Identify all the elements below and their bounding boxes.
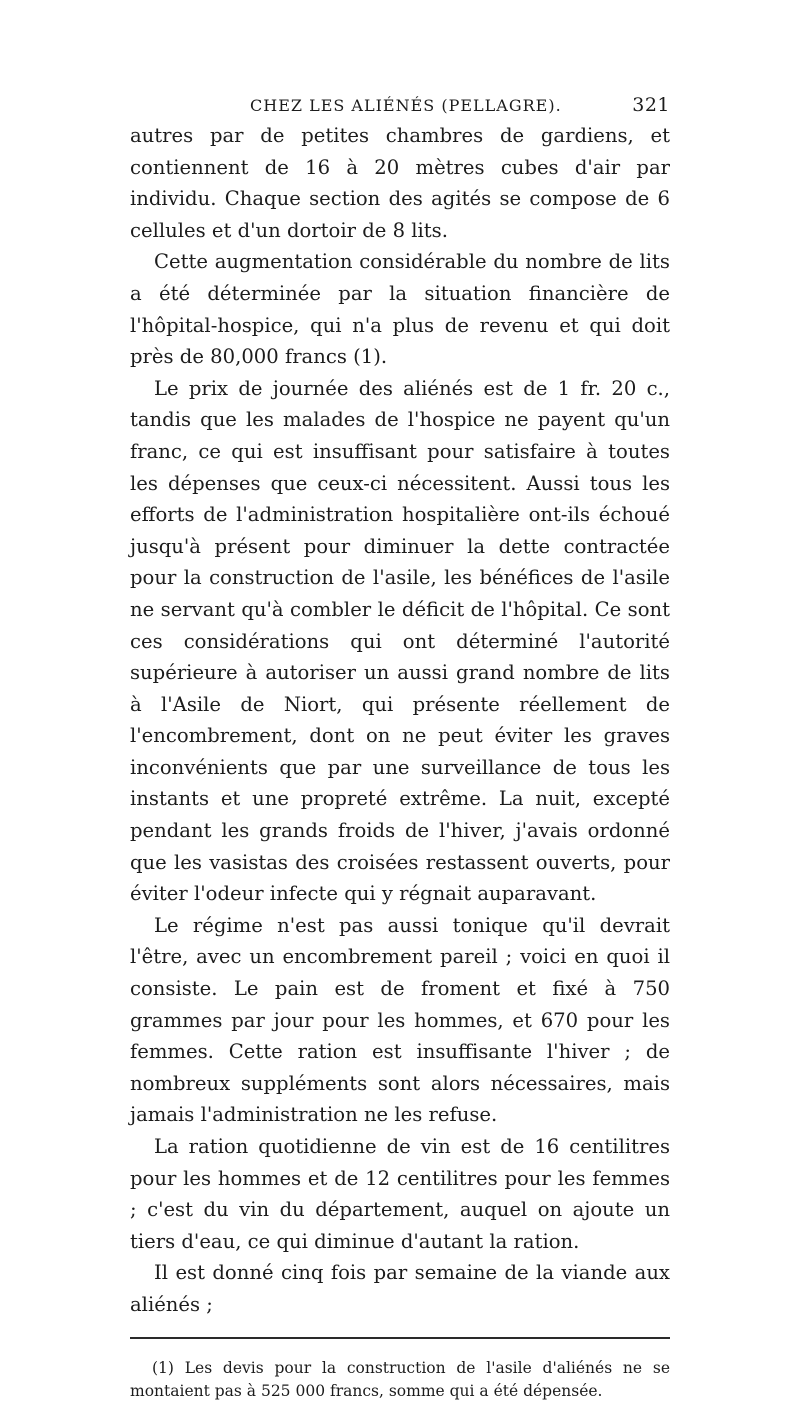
paragraph: La ration quotidienne de vin est de 16 centilitres pour les hommes et de 12 centilitres pour les femmes ; c'est du vin du département, auquel on ajoute un tiers d'eau, ce qui diminue d'autant la ration.: [130, 1135, 670, 1253]
paragraph: Il est donné cinq fois par semaine de la viande aux aliénés ;: [130, 1261, 670, 1316]
footnote: (1) Les devis pour la construction de l'asile d'aliénés ne se montaient pas à 525 000 francs, somme qui a été dépensée.: [130, 1358, 670, 1400]
paragraph: Cette augmentation considérable du nombre de lits a été déterminée par la situation financière de l'hôpital-hospice, qui n'a plus de revenu et qui doit près de 80,000 francs (1).: [130, 250, 670, 369]
running-title: CHEZ LES ALIÉNÉS (PELLAGRE).: [250, 96, 562, 115]
paragraph: Le prix de journée des aliénés est de 1 fr. 20 c., tandis que les malades de l'hospice ne payent qu'un franc, ce qui est insuffisant pour satisfaire à toutes les dépenses que ceux-ci nécessitent. Aussi tous les efforts de l'administration hospitalière ont-ils échoué jusqu'à présent pour diminuer la dette contractée pour la construction de l'asile, les bénéfices de l'asile ne servant qu'à combler le déficit de l'hôpital. Ce sont ces considérations qui ont déterminé l'autorité supérieure à autoriser un aussi grand nombre de lits à l'Asile de Niort, qui présente réellement de l'encombrement, dont on ne peut éviter les graves inconvénients que par une surveillance de tous les instants et une propreté extrême. La nuit, excepté pendant les grands froids de l'hiver, j'avais ordonné que les vasistas des croisées restassent ouverts, pour éviter l'odeur infecte qui y régnait auparavant.: [130, 376, 670, 906]
running-header: [130, 90, 670, 120]
book-page: [130, 90, 670, 1418]
footnote-separator: [130, 1337, 670, 1339]
page-number: 321: [632, 94, 670, 116]
body-text: [130, 120, 670, 1321]
paragraph: Le régime n'est pas aussi tonique qu'il devrait l'être, avec un encombrement pareil ; voici en quoi il consiste. Le pain est de froment et fixé à 750 grammes par jour pour les hommes, et 670 pour les femmes. Cette ration est insuffisante l'hiver ; de nombreux suppléments sont alors nécessaires, mais jamais l'administration ne les refuse.: [130, 913, 670, 1127]
paragraph: autres par de petites chambres de gardiens, et contiennent de 16 à 20 mètres cubes d'air par individu. Chaque section des agités se compose de 6 cellules et d'un dortoir de 8 lits.: [130, 124, 670, 242]
